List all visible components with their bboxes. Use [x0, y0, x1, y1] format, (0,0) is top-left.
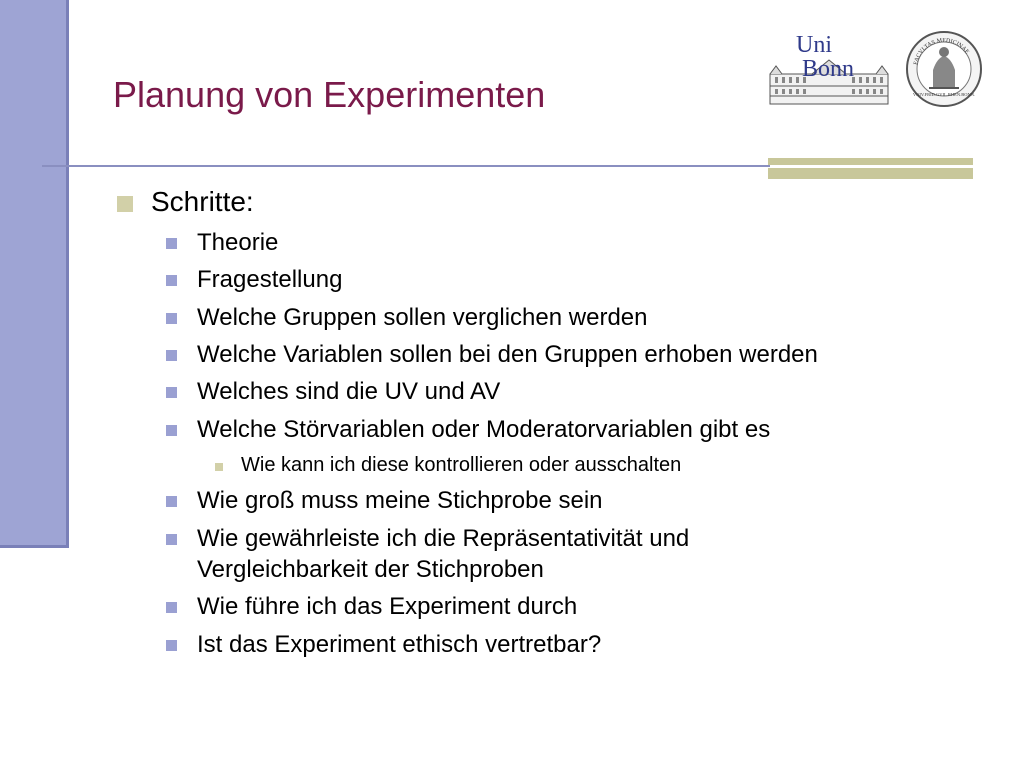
list-item: Fragestellung [197, 266, 343, 293]
bullet-square-icon [166, 640, 177, 651]
bullet-square-icon [117, 196, 133, 212]
list-item-line2: Vergleichbarkeit der Stichproben [197, 556, 544, 583]
bullet-square-icon [166, 313, 177, 324]
list-item-line1: Wie gewährleiste ich die Repräsentativität und [197, 525, 690, 552]
list-item: Theorie [197, 229, 279, 256]
list-item: Wie groß muss meine Stichprobe sein [197, 487, 603, 514]
bullet-square-icon [166, 275, 177, 286]
seal-text-bottom: VNIV.FRID.GVIL.RHEN.BONN. [912, 92, 976, 97]
slide-title: Planung von Experimenten [113, 74, 546, 115]
list-item: Welche Gruppen sollen verglichen werden [197, 304, 648, 331]
list-item: Welche Störvariablen oder Moderatorvariablen gibt es [197, 416, 771, 443]
bullet-square-icon [215, 463, 223, 471]
list-item: Wie führe ich das Experiment durch [197, 593, 578, 620]
bullet-square-icon [166, 387, 177, 398]
bullet-square-icon [166, 238, 177, 249]
bullet-square-icon [166, 350, 177, 361]
list-item: Ist das Experiment ethisch vertretbar? [197, 631, 602, 658]
bullet-square-icon [166, 496, 177, 507]
uni-bonn-logo-line2: Bonn [802, 56, 855, 82]
sub-list-item: Wie kann ich diese kontrollieren oder ausschalten [241, 454, 682, 476]
list-item: Welche Variablen sollen bei den Gruppen erhoben werden [197, 341, 818, 368]
heading-schritte: Schritte: [151, 186, 254, 217]
seal-text-top: FACVLTAS MEDICINAE [913, 37, 970, 66]
uni-bonn-logo-line1: Uni [796, 32, 832, 58]
list-item: Welches sind die UV und AV [197, 378, 501, 405]
bullet-square-icon [166, 534, 177, 545]
bullet-square-icon [166, 425, 177, 436]
bullet-square-icon [166, 602, 177, 613]
